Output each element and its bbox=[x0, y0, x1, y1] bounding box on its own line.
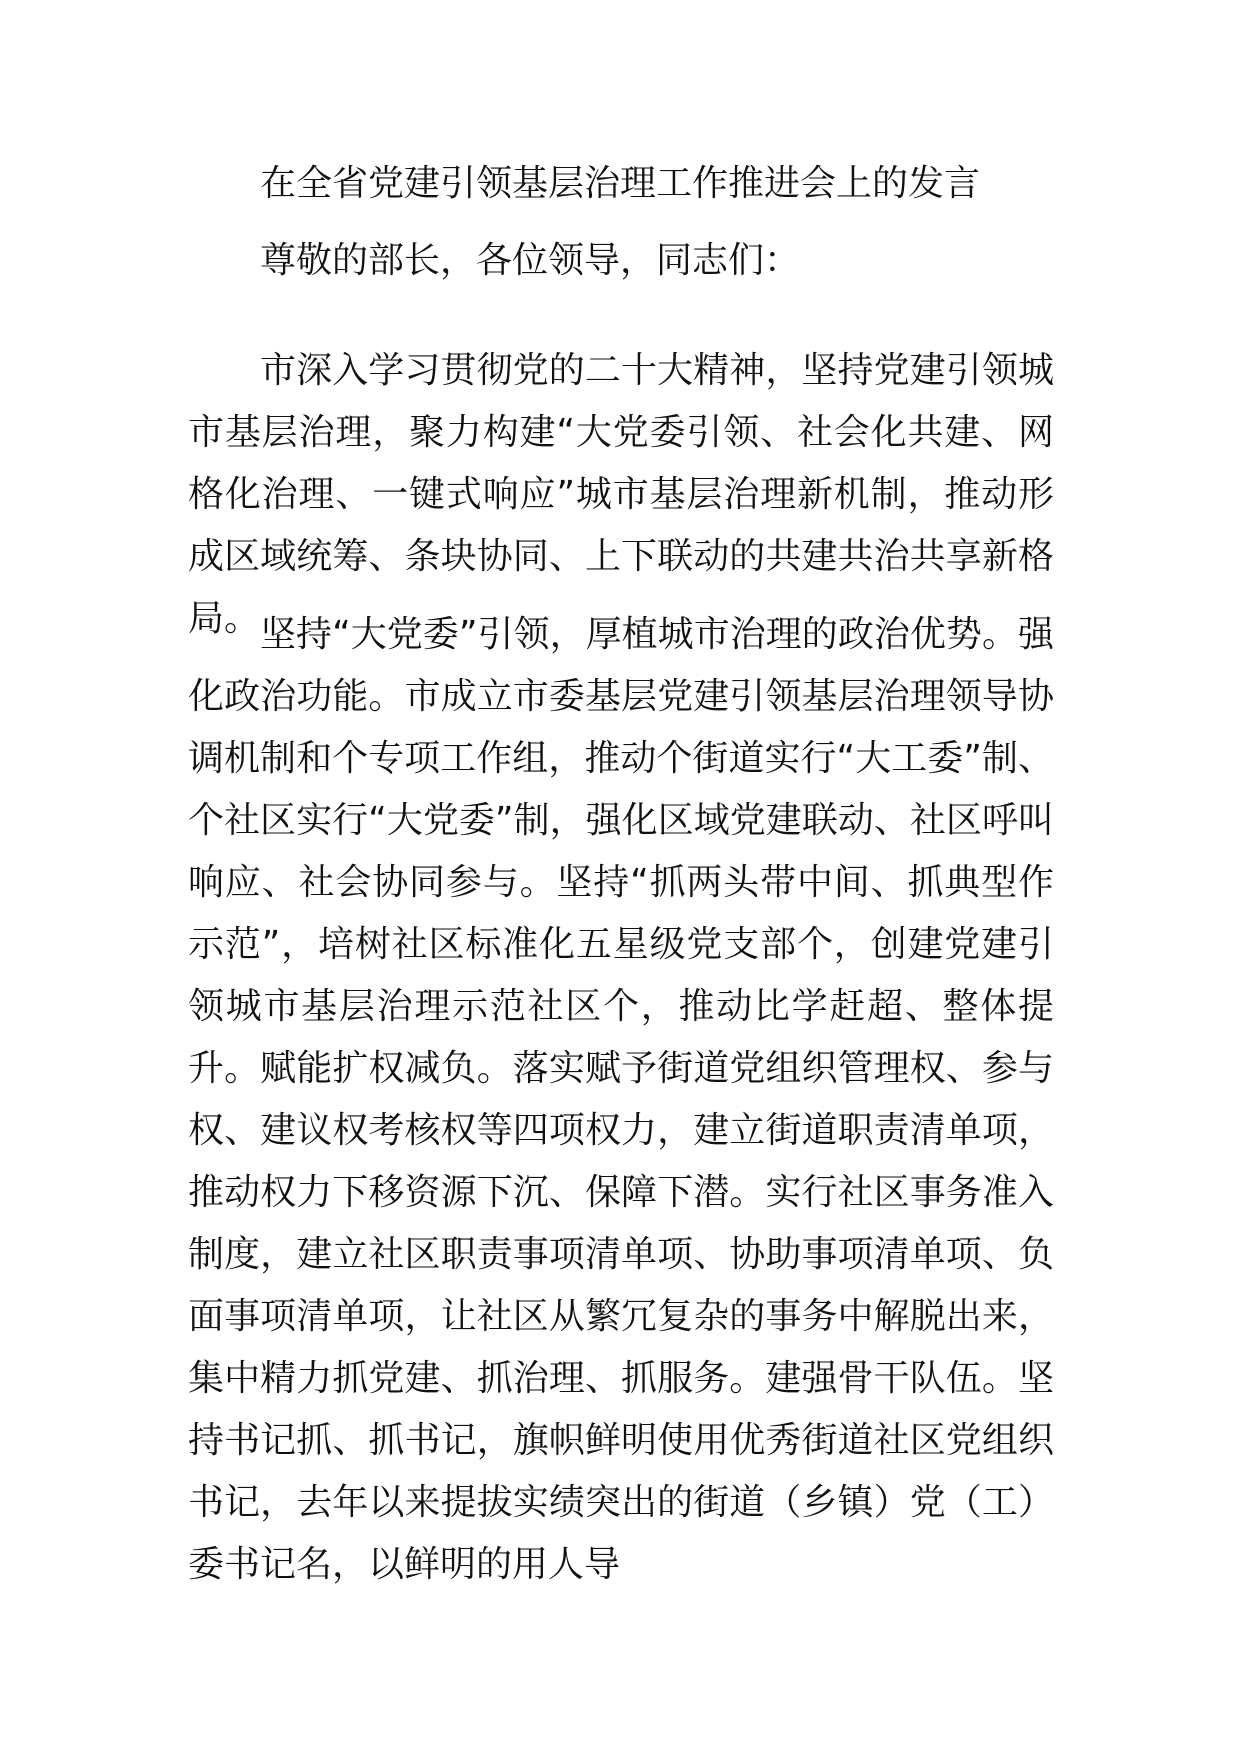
paragraph-1: 市深入学习贯彻党的二十大精神，坚持党建引领城市基层治理，聚力构建“大党委引领、社会化共建、网格化治理、一键式响应”城市基层治理新机制，推动形成区域统筹、条块协同、上下联动的共建共治共享新格局。 bbox=[188, 350, 1054, 639]
document-title: 在全省党建引领基层治理工作推进会上的发言 bbox=[259, 163, 980, 204]
paragraph-2: 坚持“大党委”引领，厚植城市治理的政治优势。强化政治功能。市成立市委基层党建引领基层治理领导协调机制和个专项工作组，推动个街道实行“大工委”制、个社区实行“大党委”制，强化区域党建联动、社区呼叫响应、社会协同参与。坚持“抓两头带中间、抓典型作示范”，培树社区标准化五星级党支部个，创建党建引领城市基层治理示范社区个，推动比学赶超、整体提升。赋能扩权减负。落实赋予街道党组织管理权、参与权、建议权考核权等四项权力，建立街道职责清单项，推动权力下移资源下沉、保障下潜。实行社区事务准入制度，建立社区职责事项清单项、协助事项清单项、负面事项清单项，让社区从繁冗复杂的事务中解脱出来，集中精力抓党建、抓治理、抓服务。建强骨干队伍。坚持书记抓、抓书记，旗帜鲜明使用优秀街道社区党组织书记，去年以来提拔实绩突出的街道（乡镇）党（工）委书记名，以鲜明的用人导 bbox=[188, 614, 1054, 1585]
salutation: 尊敬的部长，各位领导，同志们： bbox=[260, 240, 801, 281]
